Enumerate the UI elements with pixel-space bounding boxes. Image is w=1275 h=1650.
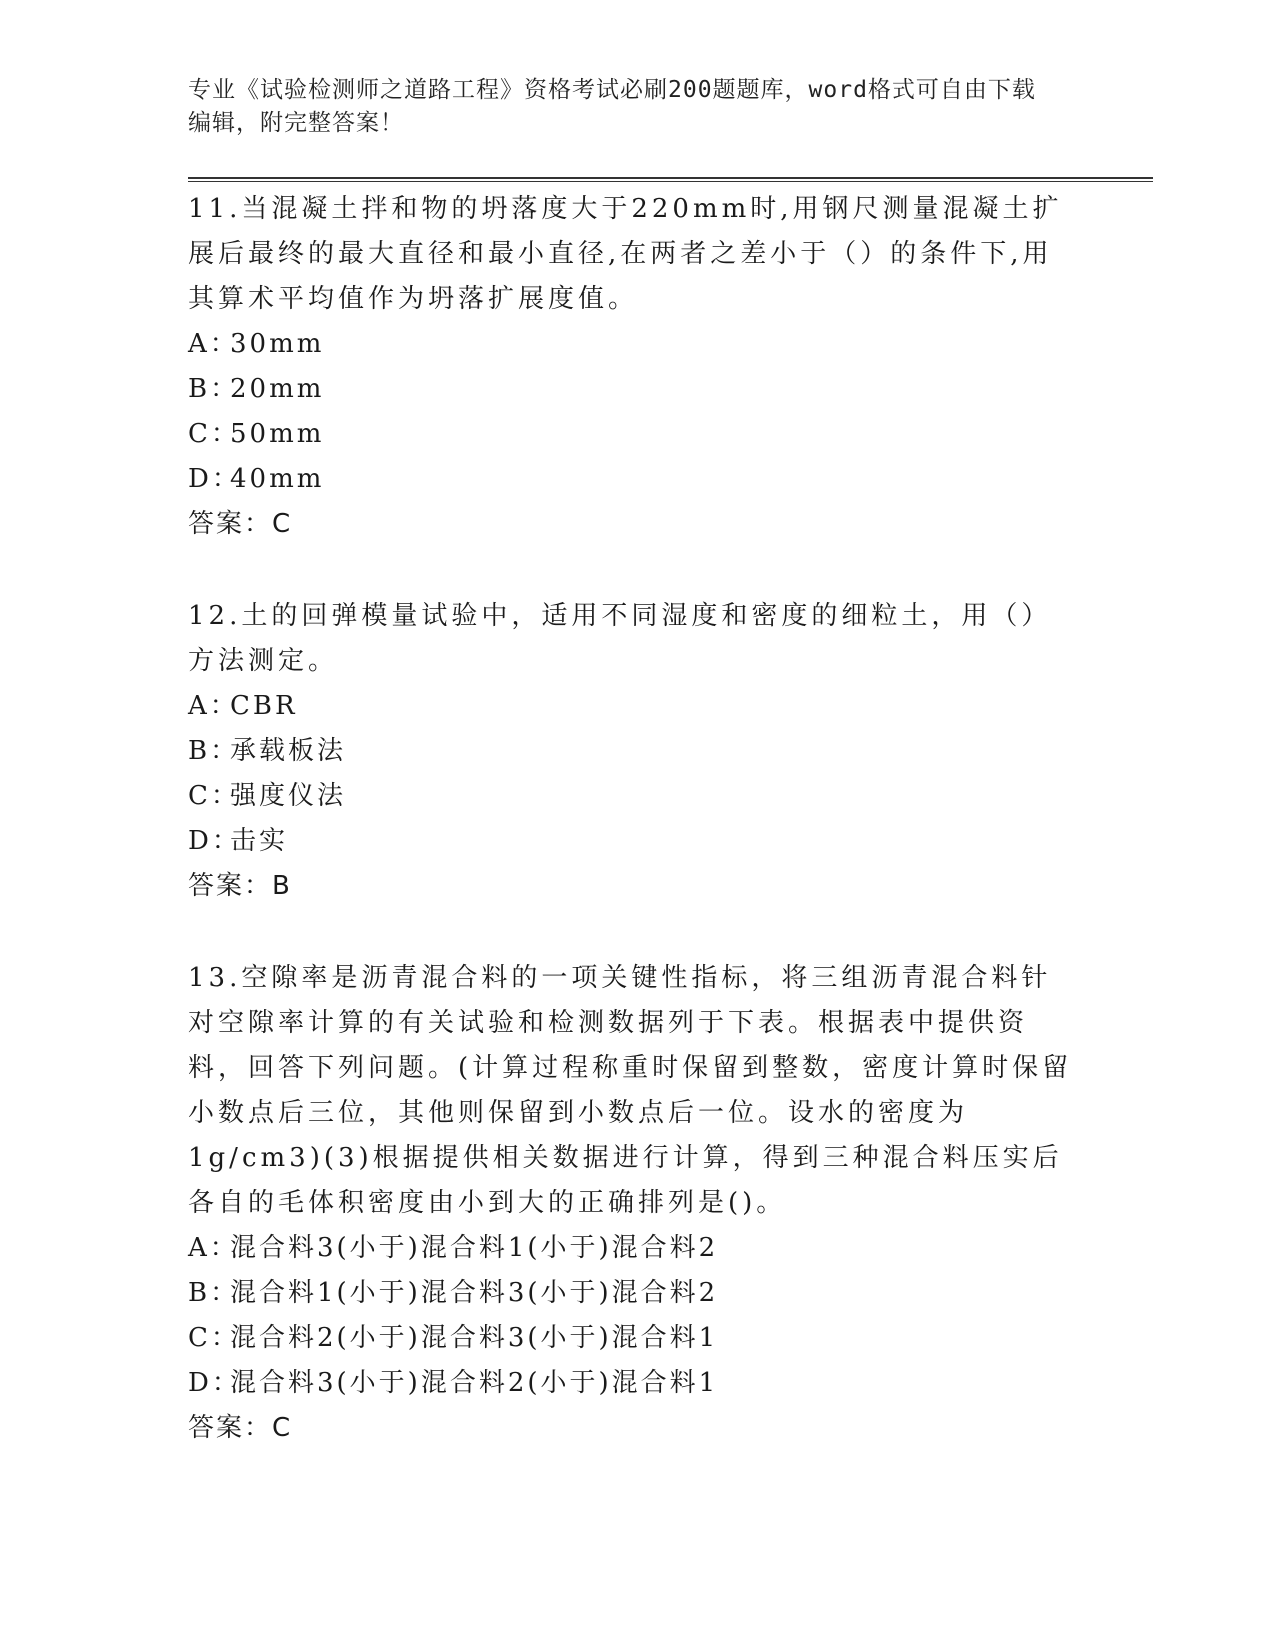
document-header	[188, 74, 1088, 140]
answer: 答案：C	[188, 509, 293, 539]
option-d	[188, 457, 1078, 502]
option-b	[188, 367, 1078, 412]
question-spacer	[188, 909, 1078, 956]
option-value: 击实	[230, 826, 289, 856]
option-key: D：	[188, 464, 241, 494]
question-spacer	[188, 547, 1078, 594]
answer: 答案：B	[188, 871, 292, 901]
option-value: 40mm	[230, 464, 325, 494]
question-text: 11.当混凝土拌和物的坍落度大于220mm时,用钢尺测量混凝土扩展后最终的最大直径和最小直径,在两者之差小于（）的条件下,用其算术平均值作为坍落扩展度值。	[188, 194, 1063, 314]
option-d	[188, 819, 1078, 864]
answer: 答案：C	[188, 1413, 293, 1443]
option-a	[188, 322, 1078, 367]
option-value: 混合料3(小于)混合料1(小于)混合料2	[230, 1233, 719, 1263]
option-key: D：	[188, 1368, 241, 1398]
option-key: C：	[188, 1323, 240, 1353]
option-b	[188, 1271, 1078, 1316]
option-a	[188, 1226, 1078, 1271]
question-12	[188, 594, 1078, 909]
question-text: 13.空隙率是沥青混合料的一项关键性指标，将三组沥青混合料针对空隙率计算的有关试验和检测数据列于下表。根据表中提供资料，回答下列问题。(计算过程称重时保留到整数，密度计算时保留小数点后三位，其他则保留到小数点后一位。设水的密度为1g/cm3)(3)根据提供相关数据进行计算，得到三种混合料压实后各自的毛体积密度由小到大的正确排列是()。	[188, 963, 1073, 1218]
option-key: D：	[188, 826, 241, 856]
option-value: 承载板法	[230, 736, 347, 766]
option-value: CBR	[230, 691, 298, 721]
option-key: C：	[188, 781, 240, 811]
option-key: A：	[188, 1233, 239, 1263]
option-d	[188, 1361, 1078, 1406]
question-11	[188, 187, 1078, 547]
option-value: 强度仪法	[230, 781, 347, 811]
option-key: B：	[188, 1278, 240, 1308]
option-key: A：	[188, 329, 239, 359]
option-value: 混合料3(小于)混合料2(小于)混合料1	[230, 1368, 719, 1398]
option-key: A：	[188, 691, 239, 721]
question-text: 12.土的回弹模量试验中，适用不同湿度和密度的细粒土，用（）方法测定。	[188, 601, 1052, 676]
option-value: 50mm	[230, 419, 325, 449]
option-c	[188, 1316, 1078, 1361]
option-key: C：	[188, 419, 240, 449]
option-value: 混合料1(小于)混合料3(小于)混合料2	[230, 1278, 719, 1308]
option-value: 混合料2(小于)混合料3(小于)混合料1	[230, 1323, 719, 1353]
option-c	[188, 774, 1078, 819]
header-line-1: 专业《试验检测师之道路工程》资格考试必刷200题题库，word格式可自由下载	[188, 77, 1036, 103]
option-b	[188, 729, 1078, 774]
question-list	[188, 187, 1078, 1451]
question-13	[188, 956, 1078, 1451]
header-line-2: 编辑，附完整答案！	[188, 110, 404, 136]
header-divider	[188, 177, 1153, 182]
option-value: 20mm	[230, 374, 325, 404]
option-a	[188, 684, 1078, 729]
option-value: 30mm	[230, 329, 325, 359]
option-c	[188, 412, 1078, 457]
option-key: B：	[188, 736, 240, 766]
option-key: B：	[188, 374, 240, 404]
